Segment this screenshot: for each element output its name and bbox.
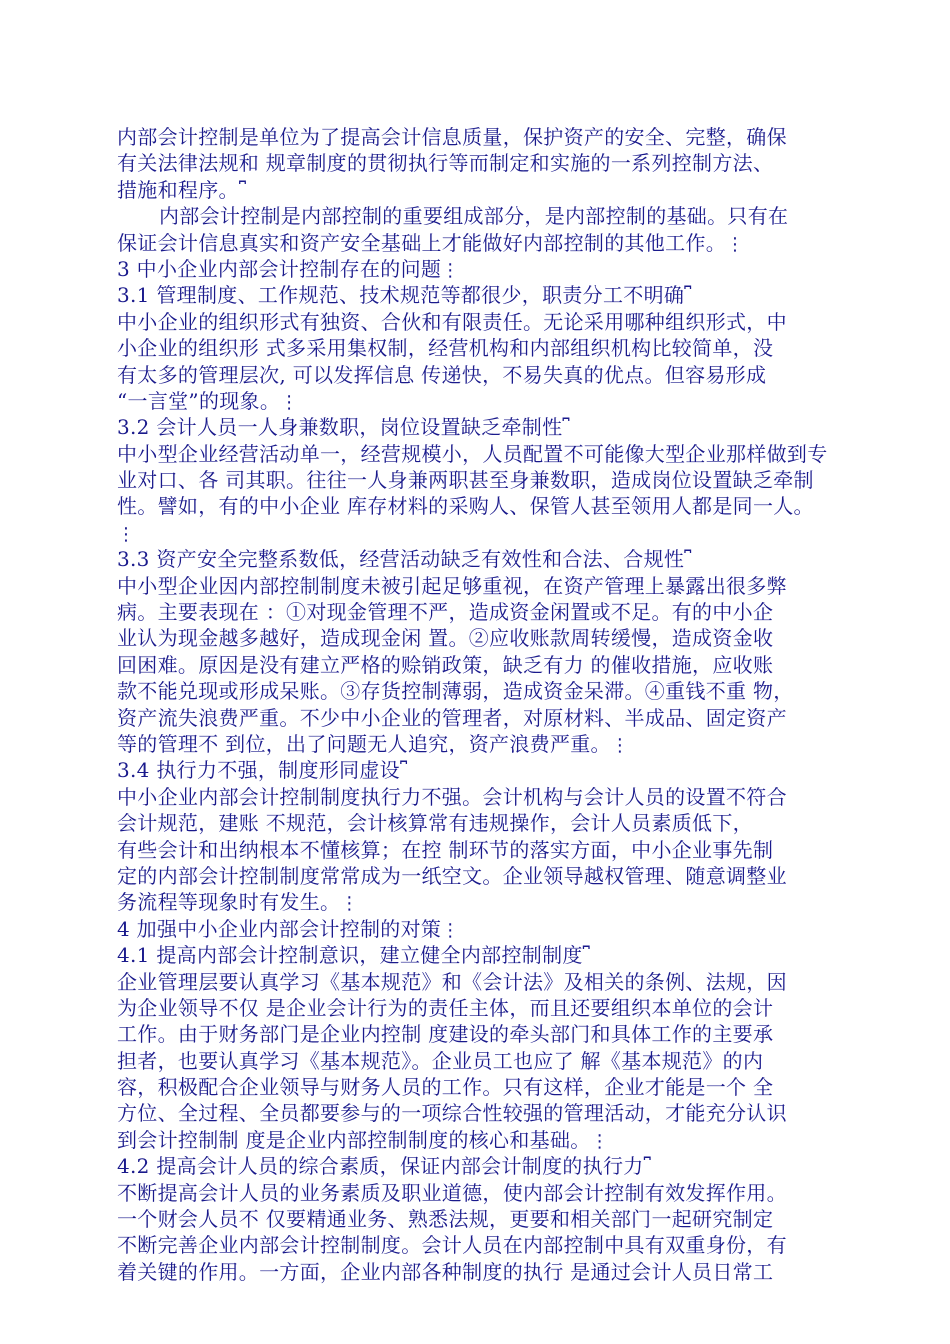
text-line: 资产流失浪费严重。不少中小企业的管理者，对原材料、半成品、固定资产 (117, 705, 787, 730)
text-line: 担者，也要认真学习《基本规范》。企业员工也应了 解《基本规范》的内 (117, 1048, 764, 1073)
section-heading: 3 中小企业内部会计控制存在的问题⋮ (117, 256, 460, 281)
section-heading: 4 加强中小企业内部会计控制的对策⋮ (117, 916, 460, 941)
line-mark-icon: ⋮ (280, 391, 299, 413)
text-line: 中小型企业因内部控制制度未被引起足够重视，在资产管理上暴露出很多弊 (117, 573, 787, 598)
text-line: 内部会计控制是内部控制的重要组成部分，是内部控制的基础。只有在 (159, 204, 789, 229)
text-line: 工作。由于财务部门是企业内控制 度建设的牵头部门和具体工作的主要承 (117, 1022, 774, 1047)
line-mark-icon: ⋮ (590, 1130, 609, 1152)
text-line: 性。譬如，有的中小企业 库存材料的采购人、保管人甚至领用人都是同一人。 (117, 494, 814, 519)
subsection-heading: 3.2 会计人员一人身兼数职，岗位设置缺乏牵制性⎴ (117, 415, 570, 440)
text-line (117, 520, 877, 546)
text-line: 中小型企业经营活动单一，经营规模小，人员配置不可能像大型企业那样做到专 (117, 441, 828, 466)
line-mark-icon: ⋮ (726, 233, 745, 255)
text-line: 务流程等现象时有发生。⋮ (117, 890, 359, 915)
line-mark-icon: ⋮ (441, 259, 460, 281)
subsection-heading: 3.4 执行力不强，制度形同虚设⎴ (117, 758, 408, 783)
paragraph-mark-icon: ⎴ (684, 550, 692, 572)
paragraph-mark-icon: ⎴ (562, 418, 570, 440)
text-line: 会计规范，建账 不规范，会计核算常有违规操作，会计人员素质低下， (117, 811, 753, 836)
text-line: 保证会计信息真实和资产安全基础上才能做好内部控制的其他工作。⋮ (117, 230, 745, 255)
subsection-heading: 3.3 资产安全完整系数低，经营活动缺乏有效性和合法、合规性⎴ (117, 547, 692, 572)
text-line: 有些会计和出纳根本不懂核算；在控 制环节的落实方面，中小企业事先制 (117, 837, 774, 862)
text-line: 病。主要表现在 ：①对现金管理不严，造成资金闲置或不足。有的中小企 (117, 600, 774, 625)
text-line: 方位、全过程、全员都要参与的一项综合性较强的管理活动，才能充分认识 (117, 1101, 787, 1126)
line-mark-icon: ⋮ (117, 523, 136, 545)
text-line: 定的内部会计控制制度常常成为一纸空文。企业领导越权管理、随意调整业 (117, 863, 787, 888)
text-line: 内部会计控制是单位为了提高会计信息质量，保护资产的安全、完整，确保 (117, 125, 787, 149)
text-line: 中小企业的组织形式有独资、合伙和有限责任。无论采用哪种组织形式，中 (117, 309, 787, 334)
text-line: 等的管理不 到位，出了问题无人追究，资产浪费严重。⋮ (117, 731, 630, 756)
text-line: 业认为现金越多越好，造成现金闲 置。②应收账款周转缓慢，造成资金收 (117, 626, 774, 651)
text-line: 小企业的组织形 式多采用集权制，经营机构和内部组织机构比较简单，没 (117, 336, 774, 361)
paragraph-mark-icon: ⎴ (238, 180, 247, 202)
subsection-heading: 4.1 提高内部会计控制意识，建立健全内部控制制度⎴ (117, 943, 591, 968)
text-line: 回困难。原因是没有建立严格的赊销政策，缺乏有力 的催收措施，应收账 (117, 652, 774, 677)
paragraph-mark-icon: ⎴ (582, 946, 591, 968)
paragraph-mark-icon: ⎴ (643, 1157, 652, 1179)
text-line: 有太多的管理层次, 可以发挥信息 传递快，不易失真的优点。但容易形成 (117, 362, 767, 387)
text-line: 到会计控制制 度是企业内部控制制度的核心和基础。⋮ (117, 1127, 609, 1152)
text-line: 不断完善企业内部会计控制制度。会计人员在内部控制中具有双重身份，有 (117, 1233, 787, 1258)
text-line: 措施和程序。⎴ (117, 177, 247, 202)
text-line: 业对口、各 司其职。往往一人身兼两职甚至身兼数职，造成岗位设置缺乏牵制 (117, 468, 814, 493)
text-line: 一个财会人员不 仅要精通业务、熟悉法规，更要和相关部门一起研究制定 (117, 1207, 774, 1232)
subsection-heading: 4.2 提高会计人员的综合素质，保证内部会计制度的执行力⎴ (117, 1154, 652, 1179)
text-line: 中小企业内部会计控制制度执行力不强。会计机构与会计人员的设置不符合 (117, 784, 787, 809)
text-line: 为企业领导不仅 是企业会计行为的责任主体，而且还要组织本单位的会计 (117, 995, 774, 1020)
line-mark-icon: ⋮ (340, 893, 359, 915)
text-line: “一言堂”的现象。⋮ (117, 388, 299, 413)
document-body (117, 124, 877, 1285)
line-mark-icon: ⋮ (610, 734, 630, 756)
text-line: 着关键的作用。一方面，企业内部各种制度的执行 是通过会计人员日常工 (117, 1259, 774, 1284)
text-line: 容，积极配合企业领导与财务人员的工作。只有这样，企业才能是一个 全 (117, 1075, 774, 1100)
text-line: 不断提高会计人员的业务素质及职业道德，使内部会计控制有效发挥作用。 (117, 1180, 787, 1205)
text-line: 款不能兑现或形成呆账。③存货控制薄弱，造成资金呆滞。④重钱不重 物， (117, 679, 794, 704)
text-line: 有关法律法规和 规章制度的贯彻执行等而制定和实施的一系列控制方法、 (117, 151, 774, 176)
line-mark-icon: ⋮ (441, 919, 460, 941)
text-line: 企业管理层要认真学习《基本规范》和《会计法》及相关的条例、法规，因 (117, 969, 787, 994)
paragraph-mark-icon: ⎴ (399, 761, 408, 783)
paragraph-mark-icon: ⎴ (684, 286, 692, 308)
subsection-heading: 3.1 管理制度、工作规范、技术规范等都很少，职责分工不明确⎴ (117, 283, 692, 308)
